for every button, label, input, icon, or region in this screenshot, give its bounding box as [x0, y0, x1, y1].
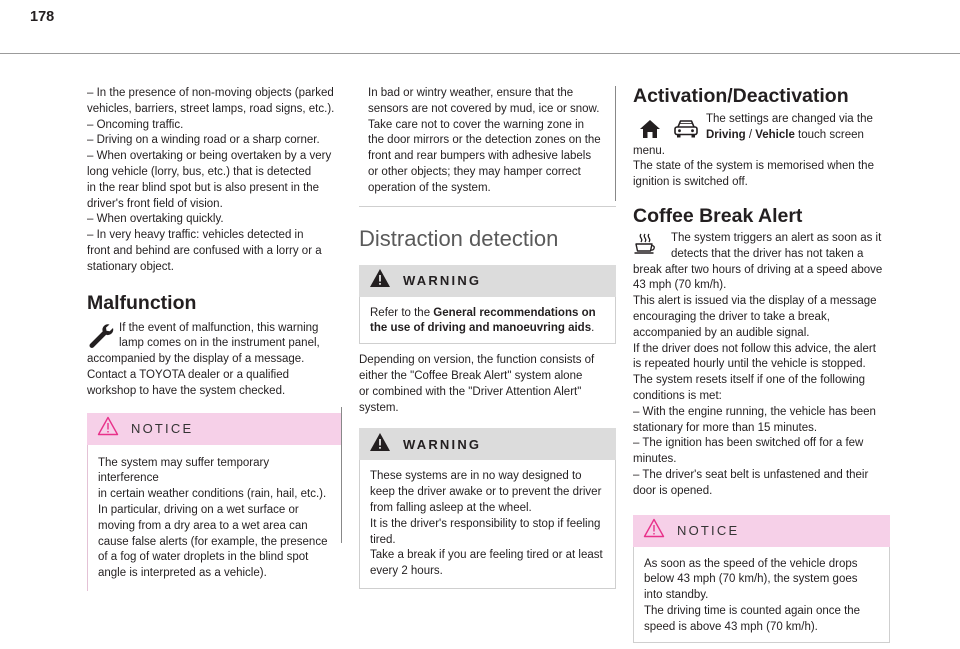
coffee-line: break after two hours of driving at a speed above [633, 263, 883, 276]
version-line: system. [359, 401, 399, 414]
notice-line: speed is above 43 mph (70 km/h). [644, 620, 818, 633]
coffee-line: – The driver's seat belt is unfastened and their [633, 468, 869, 481]
sensor-line: sensors are not covered by mud, ice or snow. [368, 102, 600, 115]
intro-line: long vehicle (lorry, bus, etc.) that is detected [87, 165, 312, 178]
notice-title: NOTICE [131, 421, 194, 437]
coffee-line: is repeated hourly until the vehicle is stopped. [633, 358, 866, 371]
malfunction-line: accompanied by the display of a message. [87, 353, 305, 366]
sensor-line: operation of the system. [368, 181, 491, 194]
activation-line: The state of the system is memorised when the [633, 160, 874, 173]
intro-line: – In very heavy traffic: vehicles detected in [87, 229, 304, 242]
activation-heading: Activation/Deactivation [633, 85, 849, 107]
activation-line: menu. [633, 144, 665, 157]
header-divider [0, 53, 960, 54]
sensor-line: or other objects; they may hamper correct [368, 165, 581, 178]
activation-line: ignition is switched off. [633, 176, 748, 189]
notice-title: NOTICE [677, 523, 740, 539]
warning-line: every 2 hours. [370, 565, 443, 578]
activation-line [633, 128, 890, 144]
coffee-line: conditions is met: [633, 389, 722, 402]
warning-body [359, 460, 616, 589]
warning-line: It is the driver's responsibility to stop if feeling [370, 517, 601, 530]
column-1 [87, 86, 341, 591]
notice-line: The driving time is counted again once the [644, 604, 861, 617]
warning-title: WARNING [403, 436, 482, 452]
driving-menu-label: Driving [706, 128, 746, 141]
notice-line: moving from a dry area to a wet area can [98, 519, 308, 532]
intro-line: – In the presence of non-moving objects (parked [87, 87, 334, 99]
version-line: Depending on version, the function consists of [359, 354, 595, 367]
home-icon [639, 118, 661, 146]
notice-line: in certain weather conditions (rain, hail, etc.). [98, 488, 327, 501]
malfunction-line: workshop to have the system checked. [87, 384, 286, 397]
sensor-line: Take care not to cover the warning zone in [368, 118, 585, 131]
notice-line: cause false alerts (for example, the presence [98, 535, 328, 548]
version-line: either the "Coffee Break Alert" system alone [359, 369, 583, 382]
page-number: 178 [30, 9, 55, 25]
intro-line: stationary object. [87, 260, 174, 273]
notice-box [87, 413, 341, 591]
warning-line: from falling asleep at the wheel. [370, 501, 532, 514]
notice-line: of a fog of water droplets in the blind spot [98, 551, 309, 564]
section-title: Distraction detection [359, 225, 559, 251]
notice-line: As soon as the speed of the vehicle drops [644, 557, 858, 570]
warning-line: tired. [370, 533, 396, 546]
warning-text: Refer to the [370, 306, 434, 319]
coffee-line: door is opened. [633, 484, 713, 497]
warning-body [359, 297, 616, 345]
vehicle-menu-label: Vehicle [755, 128, 795, 141]
warning-line: Take a break if you are feeling tired or at least [370, 549, 603, 562]
notice-header [633, 515, 890, 547]
warning-link-text: General recommendations on [433, 306, 596, 319]
intro-list [87, 86, 341, 276]
intro-line: in the rear blind spot but is also present in the [87, 181, 320, 194]
malfunction-line: If the event of malfunction, this warning [119, 321, 319, 334]
activation-line [633, 112, 890, 128]
sensor-paragraph [359, 86, 616, 207]
activation-text: The settings are changed via the [706, 113, 873, 125]
coffee-line: encouraging the driver to take a break, [633, 310, 830, 323]
warning-link-text: the use of driving and manoeuvring aids [370, 322, 592, 335]
coffee-line: – The ignition has been switched off for a few [633, 437, 864, 450]
car-icon [673, 118, 699, 146]
coffee-line: accompanied by an audible signal. [633, 326, 810, 339]
coffee-break-paragraph [633, 231, 890, 500]
coffee-line: 43 mph (70 km/h). [633, 279, 727, 292]
warning-line: These systems are in no way designed to [370, 470, 582, 483]
warning-line: keep the driver awake or to prevent the driver [370, 486, 602, 499]
intro-line: vehicles, barriers, street lamps, road signs, etc.). [87, 102, 335, 115]
coffee-cup-icon [633, 232, 657, 262]
notice-box [633, 515, 890, 643]
separator-text: / [745, 128, 756, 141]
intro-line: front and behind are confused with a lorry or a [87, 244, 322, 257]
coffee-line: The system triggers an alert as soon as it [671, 231, 882, 244]
intro-line: – Driving on a winding road or a sharp corner. [87, 134, 320, 147]
notice-line: below 43 mph (70 km/h), the system goes [644, 573, 858, 586]
coffee-line: – With the engine running, the vehicle has been [633, 405, 876, 418]
intro-line: – Oncoming traffic. [87, 118, 184, 131]
coffee-line: stationary for more than 15 minutes. [633, 421, 818, 434]
notice-line: into standby. [644, 589, 709, 602]
warning-box-2 [359, 428, 616, 589]
coffee-line: If the driver does not follow this advice, the alert [633, 342, 876, 355]
intro-line: driver's front field of vision. [87, 197, 223, 210]
activation-paragraph [633, 112, 890, 191]
notice-line: In particular, driving on a wet surface or [98, 503, 299, 516]
malfunction-line: Contact a TOYOTA dealer or a qualified [87, 368, 290, 381]
warning-title: WARNING [403, 273, 482, 289]
warning-box-1 [359, 265, 616, 345]
coffee-break-heading: Coffee Break Alert [633, 204, 803, 227]
version-paragraph [359, 353, 616, 416]
intro-line: – When overtaking or being overtaken by a very [87, 150, 332, 163]
intro-line: – When overtaking quickly. [87, 213, 224, 226]
activation-text: touch screen [794, 128, 864, 141]
notice-body [87, 445, 341, 591]
warning-text: . [591, 322, 595, 335]
coffee-line: The system resets itself if one of the following [633, 374, 866, 387]
version-line: or combined with the "Driver Attention Alert" [359, 385, 582, 398]
malfunction-paragraph [87, 321, 341, 400]
malfunction-heading: Malfunction [87, 291, 197, 314]
sensor-line: front and rear bumpers with adhesive labels [368, 150, 592, 163]
warning-header [359, 428, 616, 460]
malfunction-line: lamp comes on in the instrument panel, [119, 337, 320, 350]
notice-line: angle is interpreted as a vehicle). [98, 567, 267, 580]
column-divider-1 [341, 407, 342, 543]
notice-header [87, 413, 341, 445]
coffee-line: This alert is issued via the display of a message [633, 295, 877, 308]
warning-header [359, 265, 616, 297]
warning-triangle-icon [369, 432, 391, 457]
notice-triangle-icon [643, 518, 665, 543]
notice-body [633, 547, 890, 643]
warning-triangle-icon [369, 268, 391, 293]
notice-triangle-icon [97, 416, 119, 441]
notice-line: The system may suffer temporary interference [98, 456, 270, 485]
sensor-line: In bad or wintry weather, ensure that the [368, 87, 574, 99]
coffee-line: minutes. [633, 453, 677, 466]
column-2 [359, 86, 616, 589]
coffee-line: detects that the driver has not taken a [671, 247, 864, 260]
wrench-icon [87, 322, 115, 356]
sensor-line: the door mirrors or the detection zones on the [368, 134, 601, 147]
column-3 [633, 84, 890, 643]
